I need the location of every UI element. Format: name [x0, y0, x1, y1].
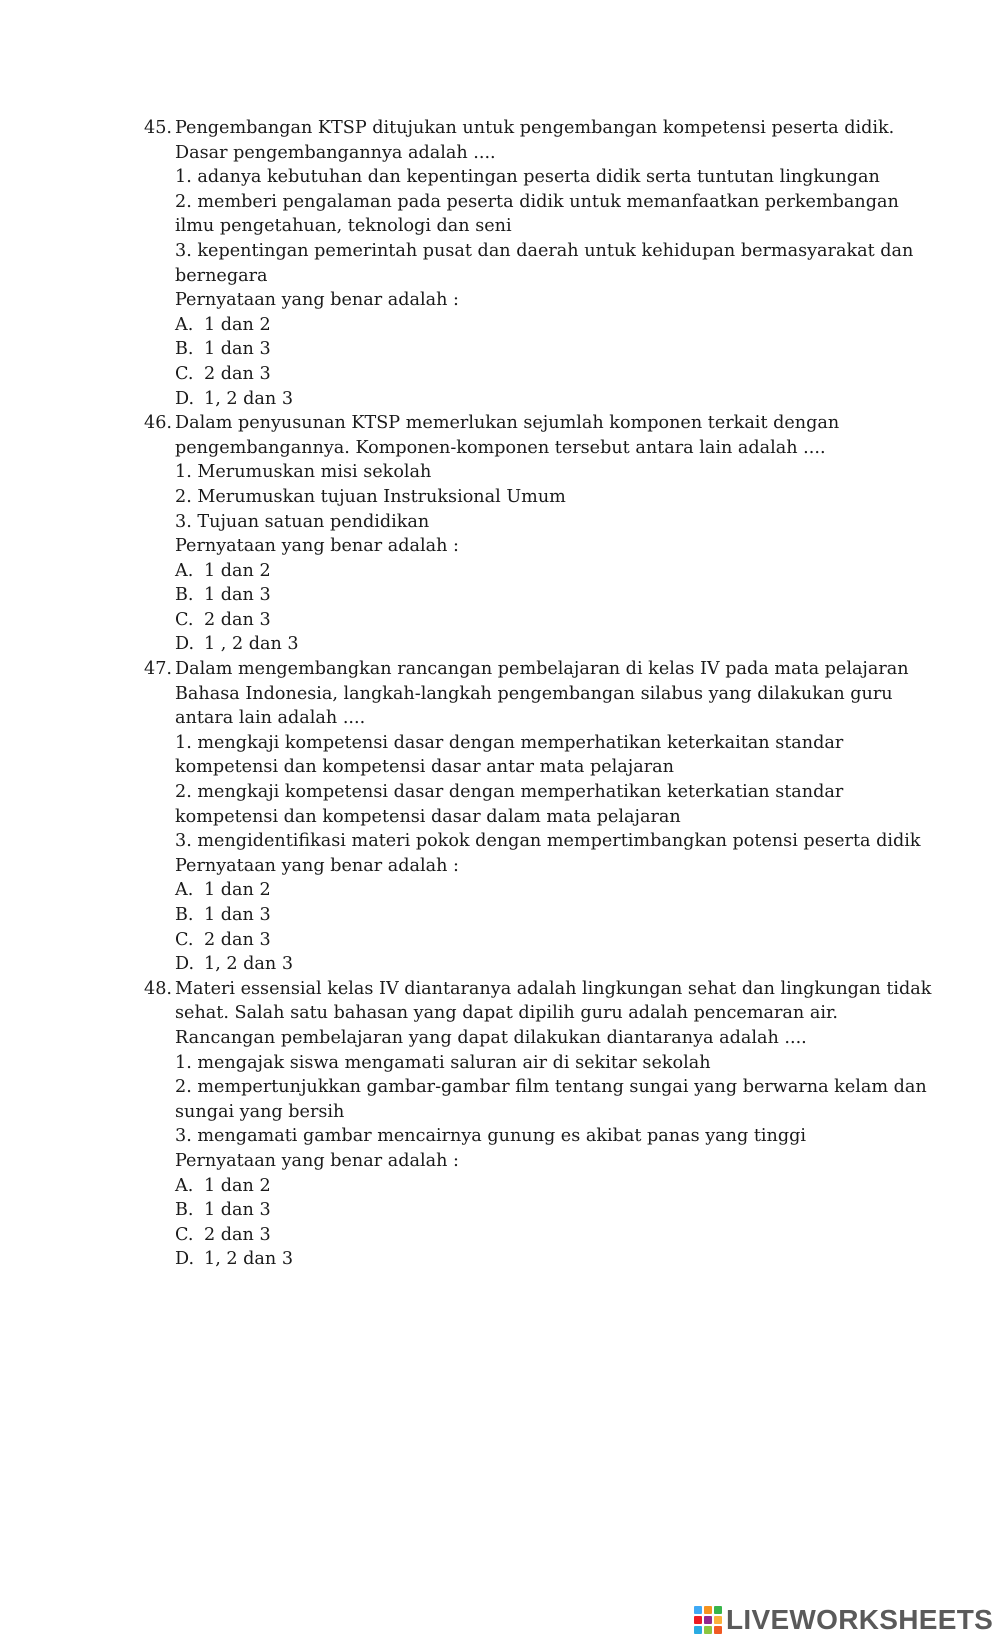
question-text-line: 2. mengkaji kompetensi dasar dengan memperhatikan keterkatian standar: [175, 782, 844, 803]
question-text-line: antara lain adalah ....: [175, 708, 366, 729]
worksheet-page: [144, 116, 932, 1272]
logo-square: [714, 1616, 722, 1624]
answer-option-a: [175, 1174, 884, 1199]
option-letter: B.: [175, 339, 194, 360]
question-text-line: 3. Tujuan satuan pendidikan: [175, 511, 430, 532]
question-prompt: Pernyataan yang benar adalah :: [175, 855, 459, 876]
option-text: 1 dan 3: [204, 905, 271, 925]
option-letter: B.: [175, 1200, 194, 1221]
question-text-line: 2. Merumuskan tujuan Instruksional Umum: [175, 486, 566, 507]
option-text: 2 dan 3: [204, 609, 271, 630]
question-text-line: kompetensi dan kompetensi dasar dalam mata pelajaran: [175, 806, 681, 827]
answer-option-a: [175, 878, 884, 903]
question-number: 45.: [144, 118, 172, 138]
question-text-line: Dasar pengembangannya adalah ....: [175, 142, 496, 163]
answer-option-a: [175, 559, 884, 584]
question-text-line: sehat. Salah satu bahasan yang dapat dipilih guru adalah pencemaran air.: [175, 1003, 839, 1024]
option-text: 1 dan 2: [204, 1175, 271, 1196]
question-number: 48.: [144, 978, 172, 999]
answer-option-a: [175, 313, 884, 338]
logo-square: [694, 1606, 702, 1614]
option-text: 1 dan 3: [204, 1200, 271, 1221]
question-prompt: Pernyataan yang benar adalah :: [175, 290, 459, 311]
question-text-line: 3. mengamati gambar mencairnya gunung es akibat panas yang tinggi: [175, 1126, 807, 1147]
question-text-line: 3. kepentingan pemerintah pusat dan daerah untuk kehidupan bermasyarakat dan: [175, 240, 914, 261]
question-prompt: Pernyataan yang benar adalah :: [175, 536, 459, 557]
liveworksheets-logo[interactable]: [694, 1603, 993, 1637]
option-letter: D.: [175, 1249, 195, 1270]
question-number: 47.: [144, 659, 172, 680]
logo-square: [694, 1626, 702, 1634]
answer-option-d: [175, 387, 884, 412]
option-letter: C.: [175, 1224, 194, 1245]
option-letter: A.: [175, 880, 194, 901]
option-text: 2 dan 3: [204, 1224, 271, 1245]
option-text: 1, 2 dan 3: [204, 1249, 294, 1270]
option-letter: C.: [175, 609, 194, 630]
option-text: 1 dan 3: [204, 339, 271, 360]
answer-option-b: [175, 337, 884, 362]
question-text-line: Materi essensial kelas IV diantaranya adalah lingkungan sehat dan lingkungan tidak: [175, 978, 932, 999]
question-text-line: 2. mempertunjukkan gambar-gambar film tentang sungai yang berwarna kelam dan: [175, 1077, 927, 1098]
option-letter: B.: [175, 905, 194, 925]
question-text-line: 1. adanya kebutuhan dan kepentingan peserta didik serta tuntutan lingkungan: [175, 167, 880, 188]
option-letter: A.: [175, 314, 194, 335]
question-text-line: 3. mengidentifikasi materi pokok dengan mempertimbangkan potensi peserta didik: [175, 831, 921, 852]
option-letter: D.: [175, 634, 195, 655]
question-text-line: 2. memberi pengalaman pada peserta didik untuk memanfaatkan perkembangan: [175, 191, 899, 212]
question-prompt: Pernyataan yang benar adalah :: [175, 1150, 459, 1171]
answer-option-c: [175, 1223, 884, 1248]
option-text: 1, 2 dan 3: [204, 388, 294, 409]
question-text-line: 1. mengkaji kompetensi dasar dengan memperhatikan keterkaitan standar: [175, 732, 844, 753]
logo-text: LIVEWORKSHEETS: [726, 1604, 994, 1635]
option-text: 2 dan 3: [204, 929, 271, 950]
question-text-line: Bahasa Indonesia, langkah-langkah pengembangan silabus yang dilakukan guru: [175, 683, 893, 704]
answer-option-b: [175, 903, 884, 928]
option-text: 1 dan 3: [204, 585, 271, 606]
question-text-line: 1. mengajak siswa mengamati saluran air di sekitar sekolah: [175, 1052, 711, 1073]
question-number: 46.: [144, 413, 172, 434]
logo-square: [704, 1626, 712, 1634]
question-text-line: bernegara: [175, 265, 268, 286]
logo-square: [714, 1626, 722, 1634]
answer-option-c: [175, 608, 884, 633]
liveworksheets-logo-icon: [694, 1606, 722, 1634]
option-letter: A.: [175, 560, 194, 581]
option-text: 1 , 2 dan 3: [204, 634, 299, 655]
option-letter: A.: [175, 1175, 194, 1196]
option-text: 2 dan 3: [204, 363, 271, 384]
answer-option-c: [175, 928, 884, 953]
option-text: 1 dan 2: [204, 314, 271, 335]
logo-square: [704, 1606, 712, 1614]
logo-square: [714, 1606, 722, 1614]
question-text-line: sungai yang bersih: [175, 1101, 345, 1122]
question-text-line: ilmu pengetahuan, teknologi dan seni: [175, 216, 512, 237]
option-text: 1 dan 2: [204, 880, 271, 901]
answer-option-b: [175, 583, 884, 608]
question-text-line: 1. Merumuskan misi sekolah: [175, 462, 432, 483]
option-letter: C.: [175, 929, 194, 950]
answer-option-d: [175, 1247, 884, 1272]
option-letter: D.: [175, 954, 195, 975]
option-text: 1 dan 2: [204, 560, 271, 581]
answer-option-d: [175, 632, 884, 657]
option-letter: B.: [175, 585, 194, 606]
question-text-line: Rancangan pembelajaran yang dapat dilakukan diantaranya adalah ....: [175, 1027, 807, 1048]
question-text-line: Dalam mengembangkan rancangan pembelajaran di kelas IV pada mata pelajaran: [175, 659, 909, 680]
answer-option-d: [175, 952, 884, 977]
question-text-line: pengembangannya. Komponen-komponen tersebut antara lain adalah ....: [175, 437, 826, 458]
answer-option-c: [175, 362, 884, 387]
logo-square: [704, 1616, 712, 1624]
logo-square: [694, 1616, 702, 1624]
question-text-line: kompetensi dan kompetensi dasar antar mata pelajaran: [175, 757, 674, 778]
answer-option-b: [175, 1198, 884, 1223]
question-46: [144, 411, 884, 657]
question-47: [144, 657, 921, 977]
question-text-line: Pengembangan KTSP ditujukan untuk pengembangan kompetensi peserta didik.: [175, 118, 895, 138]
question-45: [144, 116, 914, 411]
option-letter: C.: [175, 363, 194, 384]
option-letter: D.: [175, 388, 195, 409]
question-48: [144, 977, 932, 1272]
question-text-line: Dalam penyusunan KTSP memerlukan sejumlah komponen terkait dengan: [175, 413, 840, 434]
option-text: 1, 2 dan 3: [204, 954, 294, 975]
